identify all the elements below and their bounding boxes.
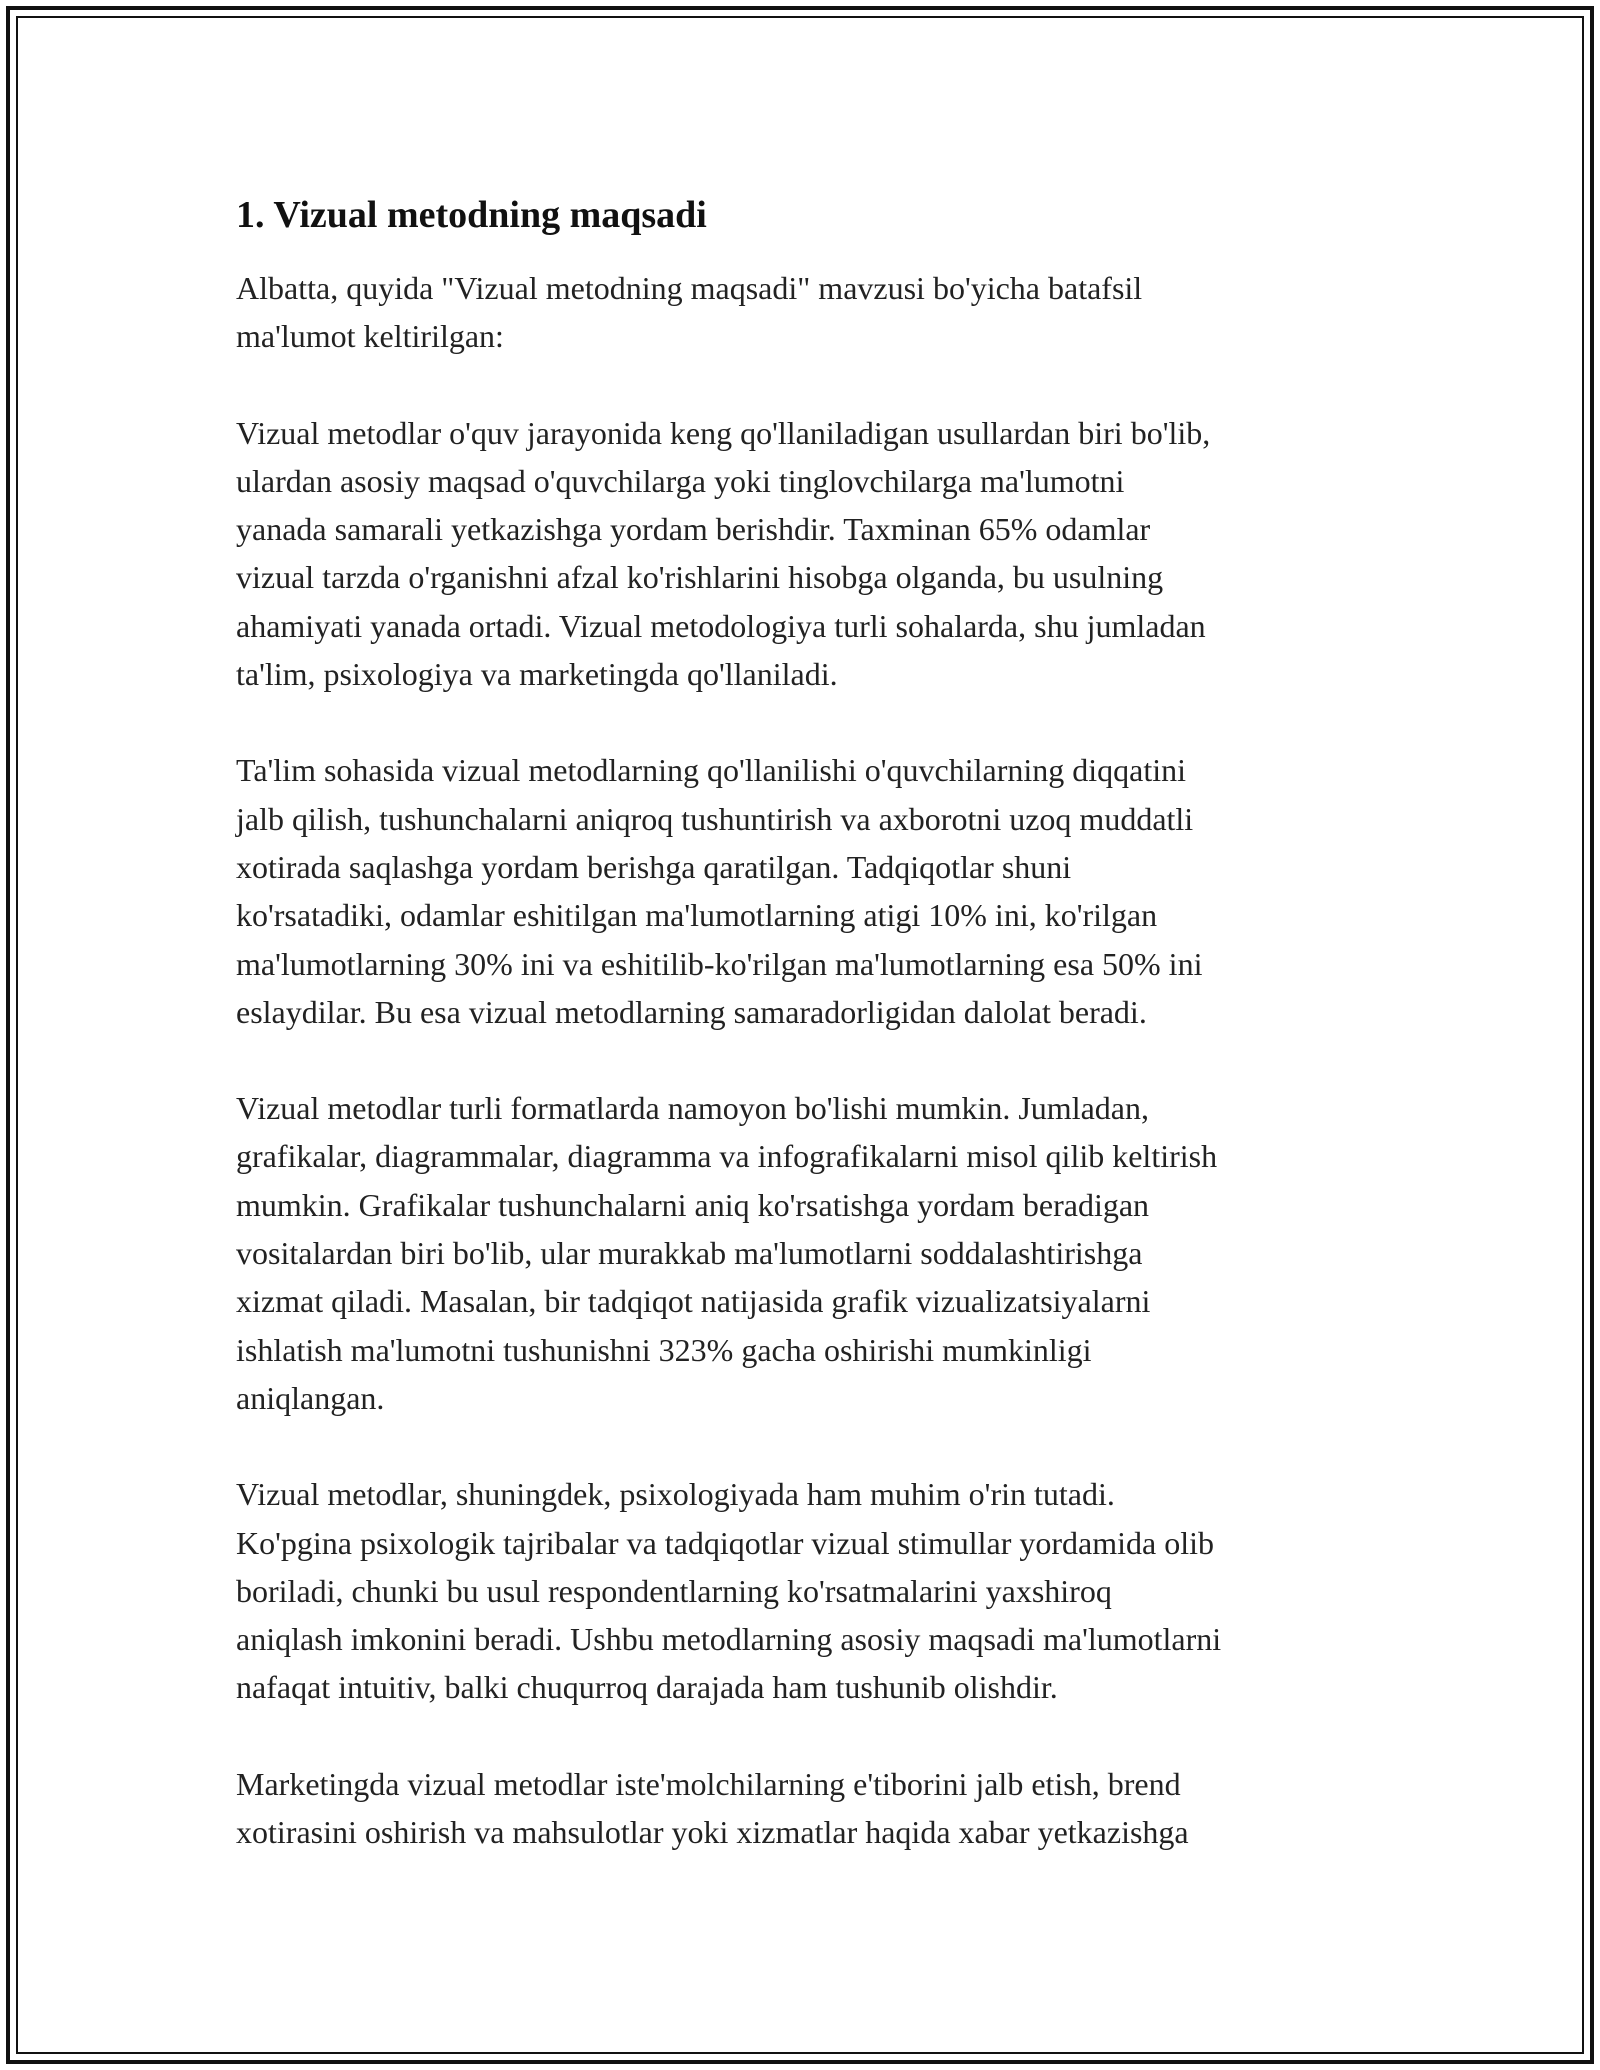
text-line: ulardan asosiy maqsad o'quvchilarga yoki tinglovchilarga ma'lumotni [236,462,1125,499]
text-line: Vizual metodlar o'quv jarayonida keng qo'llaniladigan usullardan biri bo'lib, [236,414,1211,451]
paragraph-marketing [236,1760,1366,1857]
text-line: Vizual metodlar, shuningdek, psixologiyada ham muhim o'rin tutadi. [236,1476,1115,1513]
text-line: Albatta, quyida "Vizual metodning maqsadi" mavzusi bo'yicha batafsil [236,270,1143,306]
paragraph-purpose [236,409,1366,699]
text-line: vositalardan biri bo'lib, ular murakkab ma'lumotlarni soddalashtirishga [236,1235,1143,1272]
text-line: aniqlash imkonini beradi. Ushbu metodlarning asosiy maqsadi ma'lumotlarni [236,1621,1222,1658]
text-line: eslaydilar. Bu esa vizual metodlarning samaradorligidan dalolat beradi. [236,993,1147,1030]
paragraph-education [236,746,1366,1036]
text-line: boriladi, chunki bu usul respondentlarning ko'rsatmalarini yaxshiroq [236,1572,1112,1609]
text-line: aniqlangan. [236,1379,385,1416]
text-line: ahamiyati yanada ortadi. Vizual metodologiya turli sohalarda, shu jumladan [236,607,1206,644]
text-line: ma'lumot keltirilgan: [236,318,504,355]
paragraph-intro [236,264,1366,361]
text-line: grafikalar, diagrammalar, diagramma va infografikalarni misol qilib keltirish [236,1138,1218,1175]
text-line: xotirada saqlashga yordam berishga qaratilgan. Tadqiqotlar shuni [236,848,1072,885]
text-line: jalb qilish, tushunchalarni aniqroq tushuntirish va axborotni uzoq muddatli [236,800,1194,837]
text-line: ko'rsatadiki, odamlar eshitilgan ma'lumotlarning atigi 10% ini, ko'rilgan [236,897,1158,934]
text-line: ta'lim, psixologiya va marketingda qo'llaniladi. [236,656,838,693]
text-line: vizual tarzda o'rganishni afzal ko'rishlarini hisobga olganda, bu usulning [236,559,1164,596]
text-line: nafaqat intuitiv, balki chuqurroq darajada ham tushunib olishdir. [236,1669,1058,1706]
text-line: Vizual metodlar turli formatlarda namoyon bo'lishi mumkin. Jumladan, [236,1090,1149,1127]
text-line: ma'lumotlarning 30% ini va eshitilib-ko'rilgan ma'lumotlarning esa 50% ini [236,945,1203,982]
text-line: Marketingda vizual metodlar iste'molchilarning e'tiborini jalb etish, brend [236,1765,1181,1802]
text-line: mumkin. Grafikalar tushunchalarni aniq ko'rsatishga yordam beradigan [236,1186,1150,1223]
text-line: Ta'lim sohasida vizual metodlarning qo'llanilishi o'quvchilarning diqqatini [236,752,1186,789]
section-heading: 1. Vizual metodning maqsadi [236,194,707,236]
text-line: Ko'pgina psixologik tajribalar va tadqiqotlar vizual stimullar yordamida olib [236,1524,1214,1561]
paragraph-formats [236,1084,1366,1422]
document-body [236,188,1366,1904]
text-line: ishlatish ma'lumotni tushunishni 323% gacha oshirishi mumkinligi [236,1331,1092,1368]
paragraph-psychology [236,1470,1366,1711]
text-line: xotirasini oshirish va mahsulotlar yoki xizmatlar haqida xabar yetkazishga [236,1814,1189,1851]
text-line: xizmat qiladi. Masalan, bir tadqiqot natijasida grafik vizualizatsiyalarni [236,1283,1151,1320]
text-line: yanada samarali yetkazishga yordam berishdir. Taxminan 65% odamlar [236,511,1151,548]
